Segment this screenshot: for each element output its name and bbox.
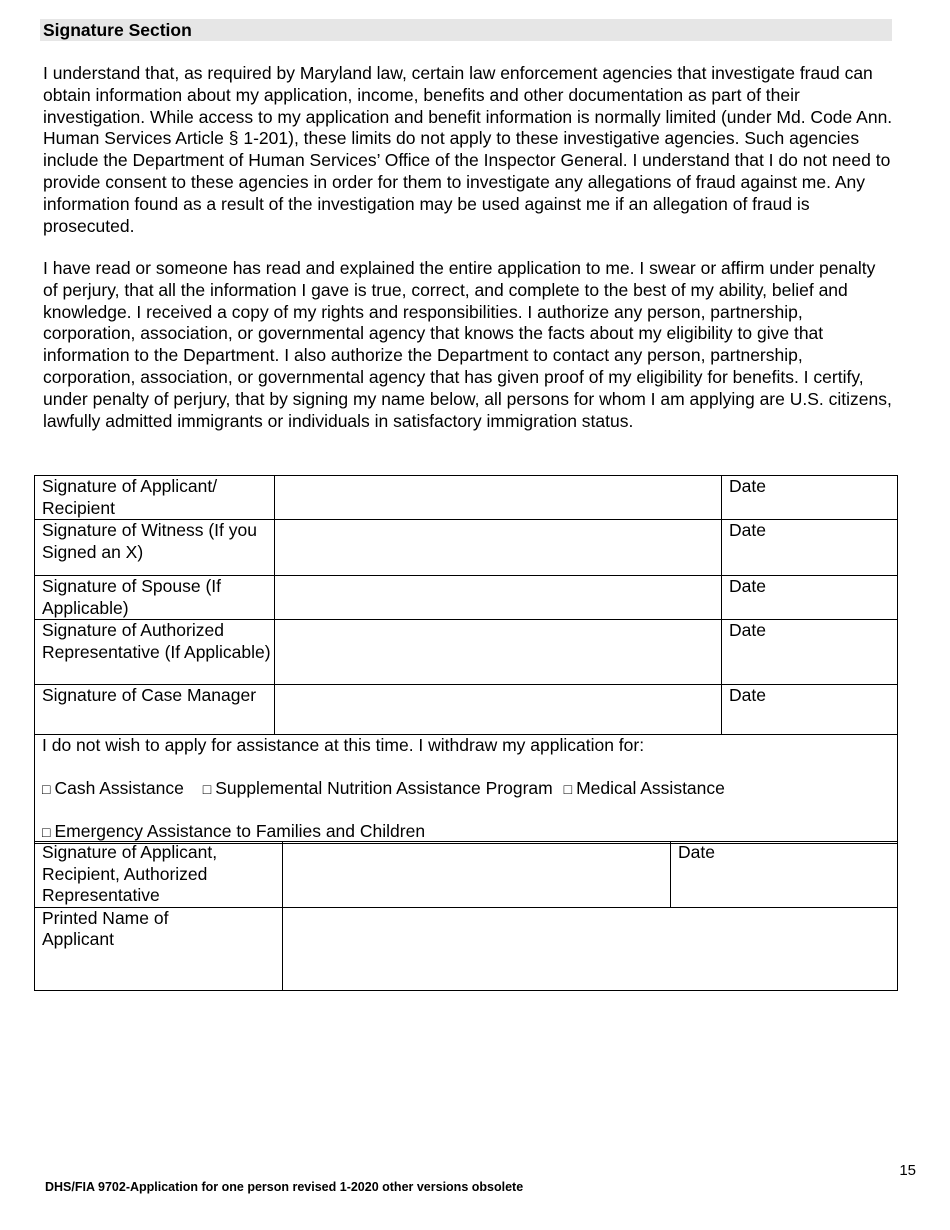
cash-assistance-checkbox[interactable] [42, 778, 184, 801]
form-footer: DHS/FIA 9702-Application for one person revised 1-2020 other versions obsolete [45, 1180, 524, 1194]
table-row [35, 576, 898, 620]
table-row [35, 620, 898, 685]
withdraw-section [35, 735, 898, 844]
applicant-signature-field[interactable] [275, 476, 722, 520]
table-row [35, 476, 898, 520]
case-manager-signature-field[interactable] [275, 685, 722, 735]
checkbox-icon: □ [42, 824, 51, 840]
table-row [35, 842, 898, 908]
fraud-investigation-paragraph: I understand that, as required by Maryland law, certain law enforcement agencies that investigate fraud can obtain information about my application, income, benefits and other documentation as part of their investigation. While access to my application and benefit information is normally limited (under Md. Code Ann. Human Services Article § 1-201), these limits do not apply to these investigative agencies. Such agencies include the Department of Human Services’ Office of the Inspector General. I understand that I do not need to provide consent to these agencies in order for them to investigate any allegations of fraud against me. Any information found as a result of the investigation may be used against me if an allegation of fraud is prosecuted. [43, 63, 893, 236]
table-row [35, 685, 898, 735]
spouse-date-field[interactable]: Date [722, 576, 898, 620]
withdraw-signature-table [34, 841, 898, 991]
checkbox-icon: □ [563, 781, 573, 797]
perjury-affirmation-paragraph: I have read or someone has read and explained the entire application to me. I swear or affirm under penalty of perjury, that all the information I gave is true, correct, and complete to the best of my ability, belief and knowledge. I received a copy of my rights and responsibilities. I authorize any person, partnership, corporation, association, or governmental agency that knows the facts about my eligibility to give that information to the Department. I also authorize the Department to contact any person, partnership, corporation, association, or governmental agency that has given proof of my eligibility for benefits. I certify, under penalty of perjury, that by signing my name below, all persons for whom I am applying are U.S. citizens, lawfully admitted immigrants or individuals in satisfactory immigration status. [43, 258, 892, 431]
withdraw-signature-field[interactable] [283, 842, 671, 908]
withdraw-statement: I do not wish to apply for assistance at this time. I withdraw my application for: [42, 735, 645, 755]
row-label: Signature of Authorized Representative (If Applicable) [35, 620, 275, 685]
option-label: Emergency Assistance to Families and Children [54, 821, 426, 841]
medical-assistance-checkbox[interactable] [564, 778, 725, 801]
option-label: Cash Assistance [54, 778, 184, 798]
page-number: 15 [899, 1162, 916, 1179]
signature-table [34, 475, 898, 844]
checkbox-icon: □ [42, 781, 51, 797]
row-label: Signature of Spouse (If Applicable) [35, 576, 275, 620]
snap-checkbox[interactable] [203, 778, 553, 801]
section-title: Signature Section [40, 19, 892, 41]
withdraw-date-field[interactable]: Date [671, 842, 898, 908]
row-label: Signature of Applicant/ Recipient [35, 476, 275, 520]
withdraw-row [35, 735, 898, 844]
checkbox-icon: □ [202, 781, 212, 797]
witness-date-field[interactable]: Date [722, 520, 898, 576]
authorized-rep-signature-field[interactable] [275, 620, 722, 685]
row-label: Signature of Case Manager [35, 685, 275, 735]
row-label: Signature of Witness (If you Signed an X) [35, 520, 275, 576]
table-row [35, 520, 898, 576]
printed-name-field[interactable] [283, 907, 898, 990]
spouse-signature-field[interactable] [275, 576, 722, 620]
witness-signature-field[interactable] [275, 520, 722, 576]
applicant-date-field[interactable]: Date [722, 476, 898, 520]
authorized-rep-date-field[interactable]: Date [722, 620, 898, 685]
case-manager-date-field[interactable]: Date [722, 685, 898, 735]
table-row [35, 907, 898, 990]
row-label: Printed Name of Applicant [35, 907, 283, 990]
option-label: Medical Assistance [576, 778, 725, 798]
option-label: Supplemental Nutrition Assistance Program [215, 778, 553, 798]
row-label: Signature of Applicant, Recipient, Authorized Representative [35, 842, 283, 908]
